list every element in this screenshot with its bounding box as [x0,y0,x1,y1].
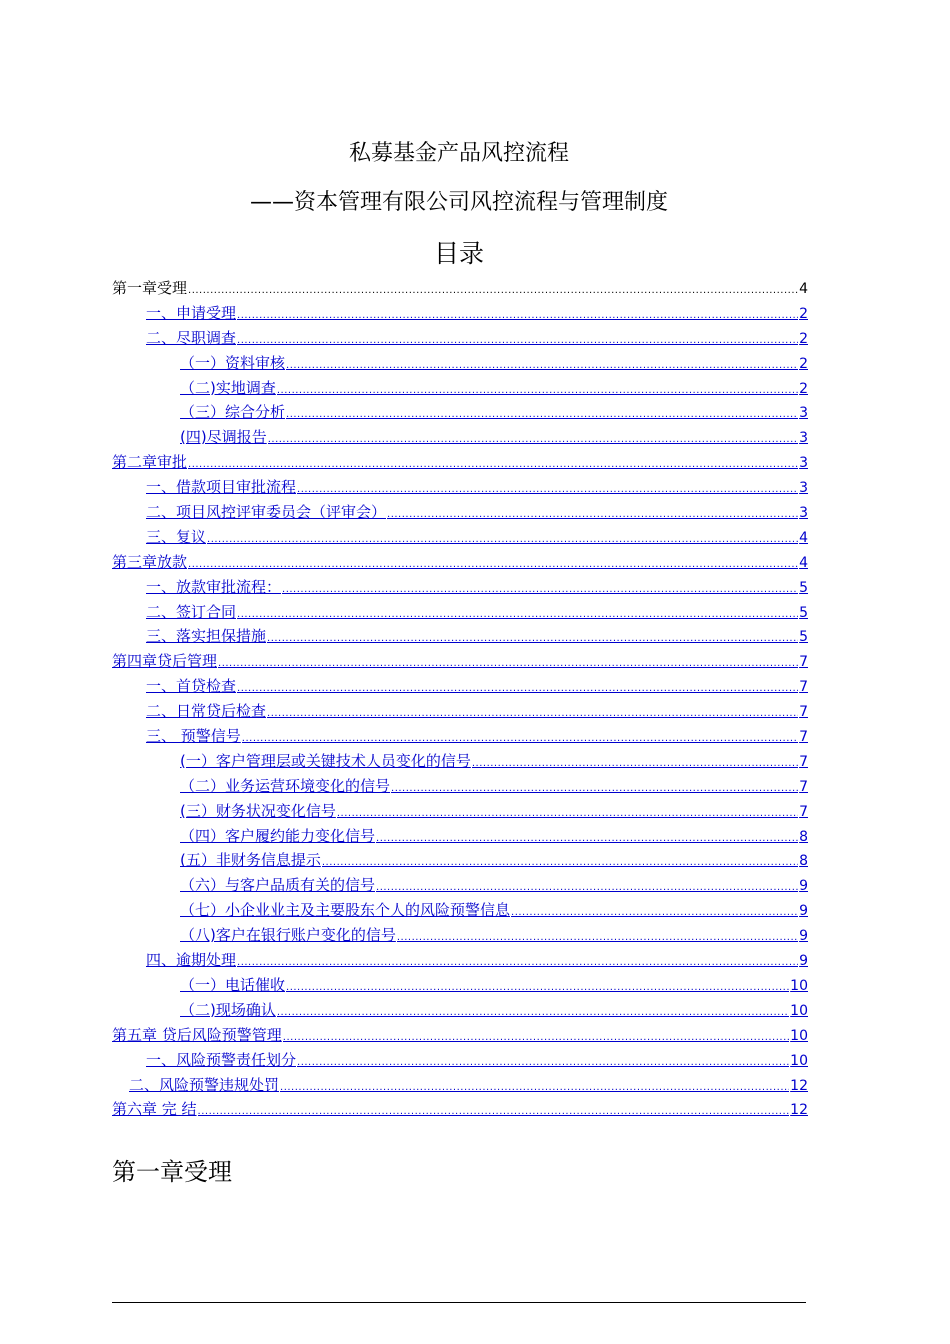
toc-entry[interactable] [112,749,808,774]
toc-entry[interactable] [112,550,808,575]
toc-entry [112,276,808,301]
toc-entry-label: 二、风险预警违规处罚 [129,1075,280,1094]
table-of-contents [112,276,808,1122]
toc-entry-label: （二）业务运营环境变化的信号 [180,776,391,795]
toc-entry[interactable] [112,575,808,600]
toc-entry[interactable] [112,699,808,724]
toc-entry-page: 4 [799,529,808,546]
toc-entry-label: 第六章 完 结 [112,1100,197,1119]
toc-entry-label: 二、项目风控评审委员会（评审会） [146,503,387,522]
toc-entry-page: 7 [799,729,808,746]
toc-entry-page: 10 [790,1027,808,1044]
toc-entry-label: 二、尽职调查 [146,328,237,347]
toc-entry-label: 三、落实担保措施 [146,627,267,646]
toc-entry-label: （二)现场确认 [180,1000,276,1019]
toc-entry-page: 7 [799,679,808,696]
toc-entry-label: （二)实地调查 [180,378,276,397]
toc-entry-page: 2 [799,305,808,322]
toc-entry-label: （一）电话催收 [180,975,286,994]
toc-entry-label: （七）小企业业主及主要股东个人的风险预警信息 [180,901,511,920]
toc-entry-page: 8 [799,853,808,870]
toc-entry-label: 一、风险预警责任划分 [146,1050,297,1069]
toc-entry-page: 7 [799,778,808,795]
toc-entry-page: 7 [799,803,808,820]
toc-entry[interactable] [112,799,808,824]
toc-entry[interactable] [112,724,808,749]
toc-entry-label: 四、逾期处理 [146,951,237,970]
toc-entry[interactable] [112,973,808,998]
toc-entry-page: 2 [799,355,808,372]
toc-entry-page: 10 [790,977,808,994]
toc-heading: 目录 [433,239,484,268]
toc-entry-label: 一、借款项目审批流程 [146,478,297,497]
toc-entry[interactable] [112,824,808,849]
toc-entry-page: 7 [799,704,808,721]
toc-entry-page: 10 [790,1002,808,1019]
toc-entry-page: 5 [799,604,808,621]
toc-entry[interactable] [112,624,808,649]
toc-entry-page: 12 [790,1102,808,1119]
toc-entry-page: 3 [799,455,808,472]
toc-entry-label: （三）综合分析 [180,403,286,422]
toc-entry-page: 7 [799,654,808,671]
toc-entry[interactable] [112,1097,808,1122]
toc-entry[interactable] [112,326,808,351]
toc-entry-page: 7 [799,753,808,770]
toc-entry-page: 9 [799,903,808,920]
toc-entry-label: 二、签订合同 [146,602,237,621]
toc-entry-label: (三）财务状况变化信号 [180,801,336,820]
toc-entry-page: 2 [799,380,808,397]
toc-entry[interactable] [112,600,808,625]
toc-entry-label: (一）客户管理层或关键技术人员变化的信号 [180,751,471,770]
toc-entry-label: (四)尽调报告 [180,428,267,447]
toc-entry-label: 三、 预警信号 [146,727,241,746]
toc-entry-label: 第二章审批 [112,453,188,472]
toc-entry[interactable] [112,400,808,425]
toc-entry[interactable] [112,1023,808,1048]
toc-entry-label: 第一章受理 [112,279,188,297]
toc-entry-label: 一、首贷检查 [146,677,237,696]
toc-entry-page: 10 [790,1052,808,1069]
toc-entry-label: （四）客户履约能力变化信号 [180,826,376,845]
toc-entry[interactable] [112,848,808,873]
toc-entry[interactable] [112,1073,808,1098]
chapter-heading: 第一章受理 [112,1158,232,1186]
footer-divider [112,1302,806,1303]
toc-dot-leader [198,1100,790,1125]
toc-entry-page: 4 [799,554,808,571]
toc-entry-label: 二、日常贷后检查 [146,702,267,721]
toc-entry[interactable] [112,923,808,948]
toc-entry-label: (五）非财务信息提示 [180,851,321,870]
toc-entry[interactable] [112,774,808,799]
toc-entry-page: 3 [799,505,808,522]
toc-entry-page: 4 [799,281,808,297]
toc-entry-page: 9 [799,953,808,970]
toc-entry[interactable] [112,450,808,475]
toc-entry-label: 三、复议 [146,527,207,546]
toc-entry-label: 第三章放款 [112,552,188,571]
toc-entry-page: 2 [799,330,808,347]
toc-entry[interactable] [112,1048,808,1073]
toc-entry-label: （一）资料审核 [180,353,286,372]
toc-entry[interactable] [112,674,808,699]
toc-entry-page: 3 [799,430,808,447]
toc-entry-label: 第四章贷后管理 [112,652,218,671]
toc-entry-page: 9 [799,928,808,945]
toc-entry-page: 5 [799,579,808,596]
toc-entry-page: 3 [799,480,808,497]
toc-entry-label: （八)客户在银行账户变化的信号 [180,926,396,945]
toc-entry-label: 一、放款审批流程： [146,577,282,596]
toc-entry[interactable] [112,649,808,674]
document-title: 私募基金产品风控流程 [348,141,569,166]
toc-entry[interactable] [112,475,808,500]
document-subtitle: ——资本管理有限公司风控流程与管理制度 [249,190,668,215]
toc-entry[interactable] [112,425,808,450]
toc-entry[interactable] [112,376,808,401]
toc-entry[interactable] [112,898,808,923]
toc-entry-label: 第五章 贷后风险预警管理 [112,1025,282,1044]
toc-entry[interactable] [112,301,808,326]
toc-entry-page: 8 [799,828,808,845]
toc-entry-page: 3 [799,405,808,422]
toc-entry[interactable] [112,998,808,1023]
toc-entry-page: 12 [790,1077,808,1094]
toc-entry[interactable] [112,873,808,898]
toc-entry[interactable] [112,351,808,376]
toc-entry-page: 5 [799,629,808,646]
toc-entry-label: 一、申请受理 [146,303,237,322]
toc-entry-page: 9 [799,878,808,895]
toc-entry-label: （六）与客户品质有关的信号 [180,876,376,895]
toc-entry[interactable] [112,948,808,973]
toc-entry[interactable] [112,525,808,550]
toc-entry[interactable] [112,500,808,525]
